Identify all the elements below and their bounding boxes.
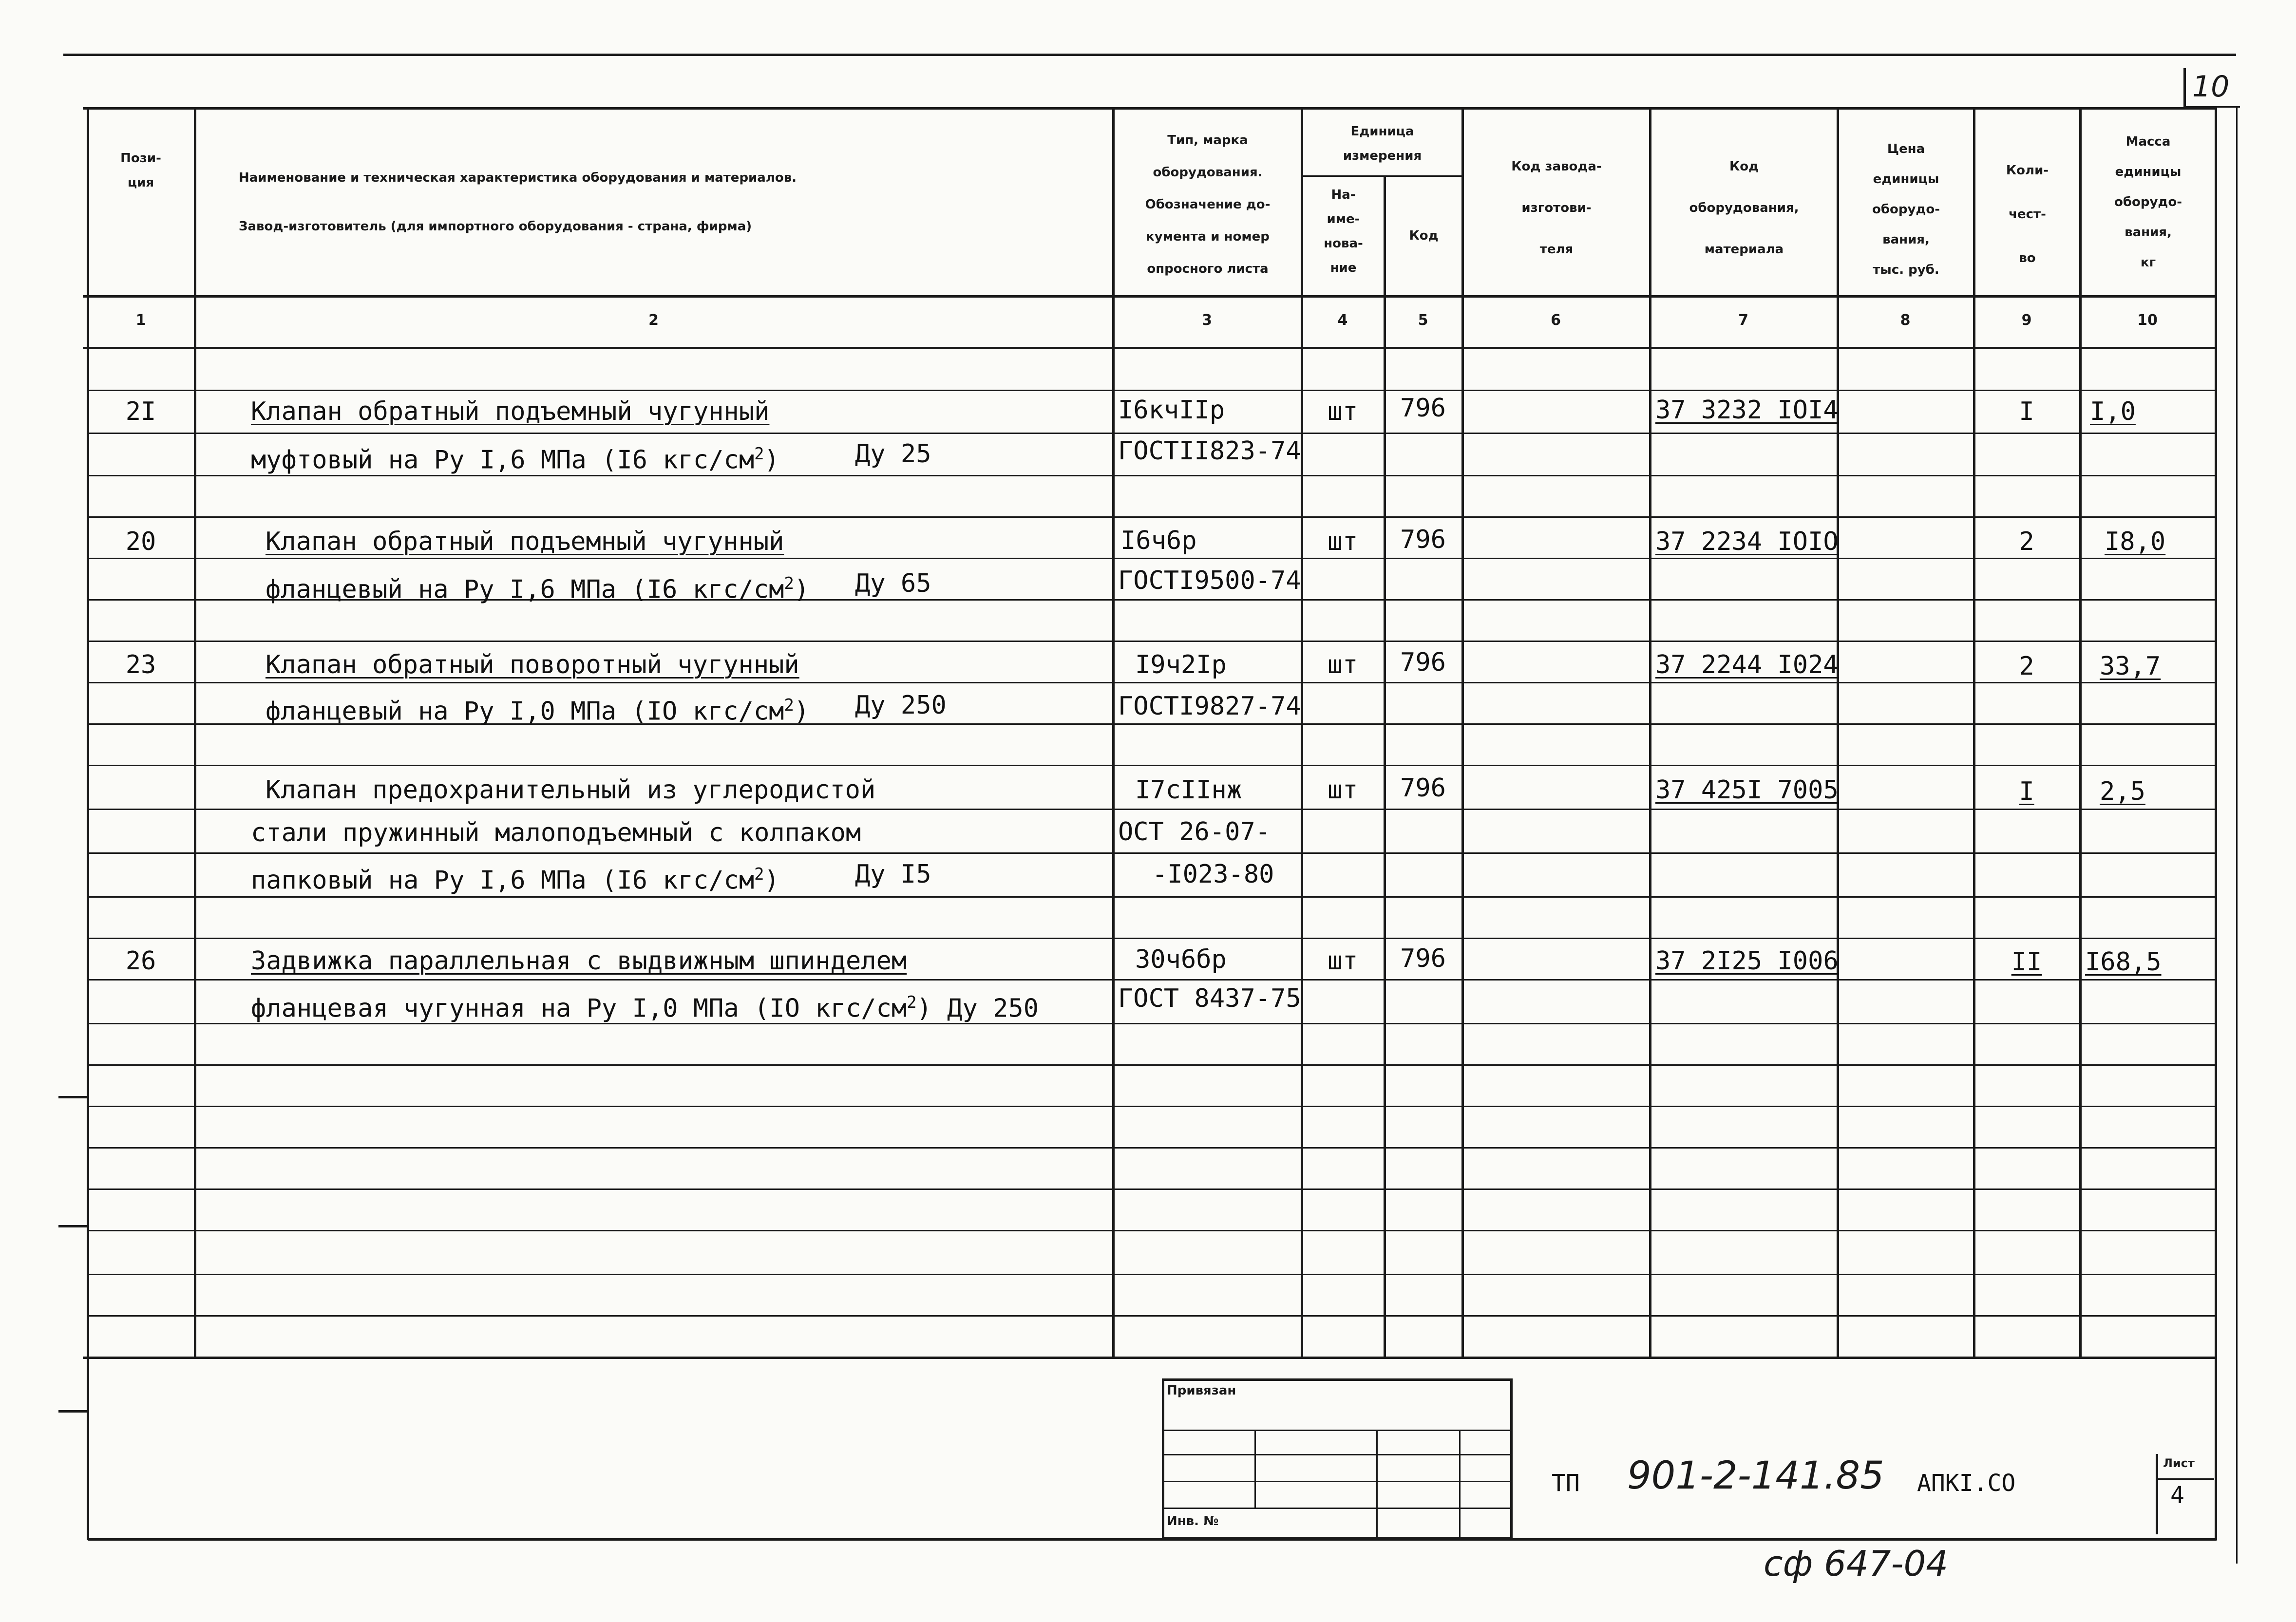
- header-position-line: Пози-: [120, 151, 161, 166]
- header-position-line: ция: [127, 175, 154, 190]
- row-position: 23: [125, 650, 156, 679]
- stamp-code: АПКI.СО: [1917, 1470, 2016, 1497]
- row-unit: шт: [1327, 397, 1358, 426]
- row-name-text: фланцевая чугунная на Ру I,0 МПа (IO кгс/см: [251, 994, 907, 1023]
- row-type: I9ч2Iр: [1135, 650, 1227, 679]
- row-name-line: стали пружинный малоподъемный с колпаком: [251, 818, 861, 848]
- header-unit-name: [1303, 183, 1384, 280]
- row-type: ГОСТI9827-74: [1118, 692, 1301, 721]
- row-mass: 2,5: [2100, 777, 2145, 806]
- row-position: 26: [125, 946, 156, 976]
- row-mass: I8,0: [2105, 527, 2166, 556]
- header-quantity-line: во: [2019, 251, 2036, 265]
- header-mass-line: кг: [2140, 255, 2156, 270]
- row-name-text: ): [764, 866, 779, 895]
- header-factory-code-line: Код завода-: [1511, 159, 1602, 174]
- column-number: 2: [648, 312, 659, 329]
- row-name-line: Клапан обратный подъемный чугунный: [251, 397, 770, 426]
- row-name-line: Клапан предохранительный из углеродистой: [266, 775, 876, 805]
- row-name-text: ) Ду 250: [916, 994, 1039, 1023]
- row-type: I6кчIIр: [1118, 396, 1225, 425]
- row-name-text: муфтовый на Ру I,6 МПа (I6 кгс/см: [251, 445, 755, 475]
- header-type-line: опросного листа: [1147, 262, 1269, 276]
- header-unit-name-line: име-: [1327, 212, 1360, 226]
- row-unit-code: 796: [1400, 944, 1446, 973]
- header-mass: [2082, 127, 2215, 278]
- row-unit-code: 796: [1400, 525, 1446, 554]
- header-equipment-code-line: Код: [1729, 159, 1759, 174]
- header-mass-line: оборудо-: [2114, 195, 2182, 209]
- column-number: 8: [1900, 312, 1911, 329]
- column-number: 10: [2137, 312, 2158, 329]
- row-unit: шт: [1327, 527, 1358, 556]
- header-factory-code: [1464, 146, 1649, 270]
- row-quantity: 2: [2019, 652, 2034, 681]
- header-unit-name-line: нова-: [1324, 236, 1363, 251]
- header-price-line: вания,: [1882, 232, 1930, 247]
- row-name-text: ): [794, 697, 810, 726]
- row-position: 20: [125, 527, 156, 556]
- row-equipment-code: 37 3232 IOI4: [1655, 396, 1839, 425]
- header-price-line: оборудо-: [1872, 202, 1940, 217]
- header-equipment-code: [1651, 146, 1837, 270]
- header-name: [239, 153, 1106, 251]
- row-name-line: Клапан обратный поворотный чугунный: [266, 650, 799, 679]
- row-equipment-code: 37 2234 IOIO: [1655, 527, 1839, 556]
- row-quantity: II: [2011, 947, 2042, 977]
- row-unit-code: 796: [1400, 394, 1446, 423]
- header-unit-group-line: Единица: [1350, 124, 1414, 139]
- header-type-line: Тип, марка: [1167, 133, 1248, 148]
- column-number: 9: [2021, 312, 2032, 329]
- superscript: 2: [754, 865, 764, 884]
- row-name-text: ): [764, 445, 779, 475]
- row-type: I6ч6р: [1120, 526, 1197, 555]
- stamp-doc-number: 901-2-141.85: [1627, 1454, 1884, 1498]
- header-unit-code: Код: [1409, 228, 1439, 243]
- sheet-label: Лист: [2163, 1456, 2195, 1470]
- header-price-line: Цена: [1887, 142, 1925, 156]
- row-equipment-code: 37 2244 I024: [1655, 650, 1839, 679]
- row-name-text: фланцевый на Ру I,6 МПа (I6 кгс/см: [266, 575, 784, 604]
- row-equipment-code: 37 2I25 I006: [1655, 946, 1839, 976]
- row-name-line: [251, 860, 779, 895]
- row-equipment-code: 37 425I 7005: [1655, 775, 1839, 805]
- row-unit-code: 796: [1400, 773, 1446, 803]
- row-type: ГОСТI9500-74: [1118, 566, 1301, 595]
- handwritten-archive-number: сф 647-04: [1764, 1543, 1949, 1584]
- header-type-line: кумента и номер: [1146, 229, 1270, 244]
- row-mass: I,0: [2090, 397, 2136, 426]
- header-quantity-line: чест-: [2009, 207, 2046, 222]
- superscript: 2: [784, 574, 794, 593]
- header-unit-name-line: ние: [1330, 261, 1357, 275]
- header-equipment-code-line: материала: [1704, 242, 1784, 257]
- column-number: 3: [1202, 312, 1212, 329]
- superscript: 2: [907, 993, 917, 1012]
- row-name-text: фланцевый на Ру I,0 МПа (IO кгс/см: [266, 697, 784, 726]
- header-type: [1116, 124, 1300, 285]
- row-type: ГОСТII823-74: [1118, 436, 1301, 466]
- row-quantity: 2: [2019, 527, 2034, 556]
- superscript: 2: [754, 444, 764, 463]
- column-number: 6: [1551, 312, 1561, 329]
- header-mass-line: вания,: [2125, 225, 2172, 240]
- row-type: 30ч6бр: [1135, 945, 1227, 974]
- header-quantity: [1975, 149, 2079, 280]
- row-quantity: I: [2019, 397, 2034, 426]
- header-unit-group: [1303, 119, 1461, 168]
- row-dn: Ду 65: [855, 569, 931, 598]
- row-name-line: [266, 691, 809, 726]
- row-dn: Ду 25: [855, 439, 931, 469]
- header-price-line: тыс. руб.: [1873, 263, 1939, 277]
- header-type-line: оборудования.: [1153, 165, 1263, 180]
- column-number: 4: [1337, 312, 1348, 329]
- header-price-line: единицы: [1873, 172, 1939, 187]
- row-dn: Ду I5: [855, 860, 931, 889]
- row-type: ОСТ 26-07-: [1118, 817, 1271, 847]
- row-name-text: ): [794, 575, 810, 604]
- header-mass-line: Масса: [2125, 134, 2171, 149]
- row-dn: Ду 250: [855, 691, 947, 720]
- row-position: 2I: [125, 397, 156, 426]
- row-unit: шт: [1327, 946, 1358, 976]
- header-quantity-line: Коли-: [2006, 163, 2049, 178]
- row-mass: 33,7: [2100, 652, 2161, 681]
- row-type: ГОСТ 8437-75: [1118, 984, 1301, 1013]
- row-name-line: [266, 569, 809, 604]
- column-number: 5: [1418, 312, 1428, 329]
- header-unit-group-line: измерения: [1343, 149, 1422, 163]
- header-type-line: Обозначение до-: [1145, 197, 1271, 212]
- column-number: 1: [135, 312, 146, 329]
- column-number: 7: [1738, 312, 1748, 329]
- stamp-privyazan: Привязан: [1167, 1383, 1236, 1398]
- sheet-number: 4: [2170, 1482, 2184, 1509]
- row-name-line: Клапан обратный подъемный чугунный: [266, 527, 784, 556]
- superscript: 2: [784, 696, 794, 715]
- header-unit-name-line: На-: [1331, 188, 1356, 202]
- row-mass: I68,5: [2085, 947, 2162, 977]
- row-quantity: I: [2019, 777, 2034, 806]
- row-unit: шт: [1327, 775, 1358, 805]
- row-type: I7сIIнж: [1135, 775, 1242, 805]
- header-equipment-code-line: оборудования,: [1689, 201, 1799, 215]
- row-name-line: [251, 439, 779, 474]
- corner-sheet-number: 10: [2192, 70, 2230, 104]
- header-position: [88, 146, 194, 195]
- row-unit-code: 796: [1400, 648, 1446, 677]
- header-factory-code-line: изготови-: [1521, 201, 1592, 215]
- stamp-inv-no: Инв. №: [1167, 1514, 1219, 1528]
- header-mass-line: единицы: [2115, 165, 2182, 179]
- stamp-tp: ТП: [1552, 1470, 1580, 1497]
- header-price: [1839, 134, 1973, 285]
- row-name-line: [251, 988, 1039, 1023]
- header-name-line: Наименование и техническая характеристика оборудования и материалов.: [239, 170, 797, 185]
- header-factory-code-line: теля: [1539, 242, 1574, 257]
- row-unit: шт: [1327, 650, 1358, 679]
- row-name-line: Задвижка параллельная с выдвижным шпинделем: [251, 946, 907, 976]
- row-name-text: папковый на Ру I,6 МПа (I6 кгс/см: [251, 866, 755, 895]
- row-type: -I023-80: [1152, 860, 1274, 889]
- header-name-line: Завод-изготовитель (для импортного оборудования - страна, фирма): [239, 219, 752, 234]
